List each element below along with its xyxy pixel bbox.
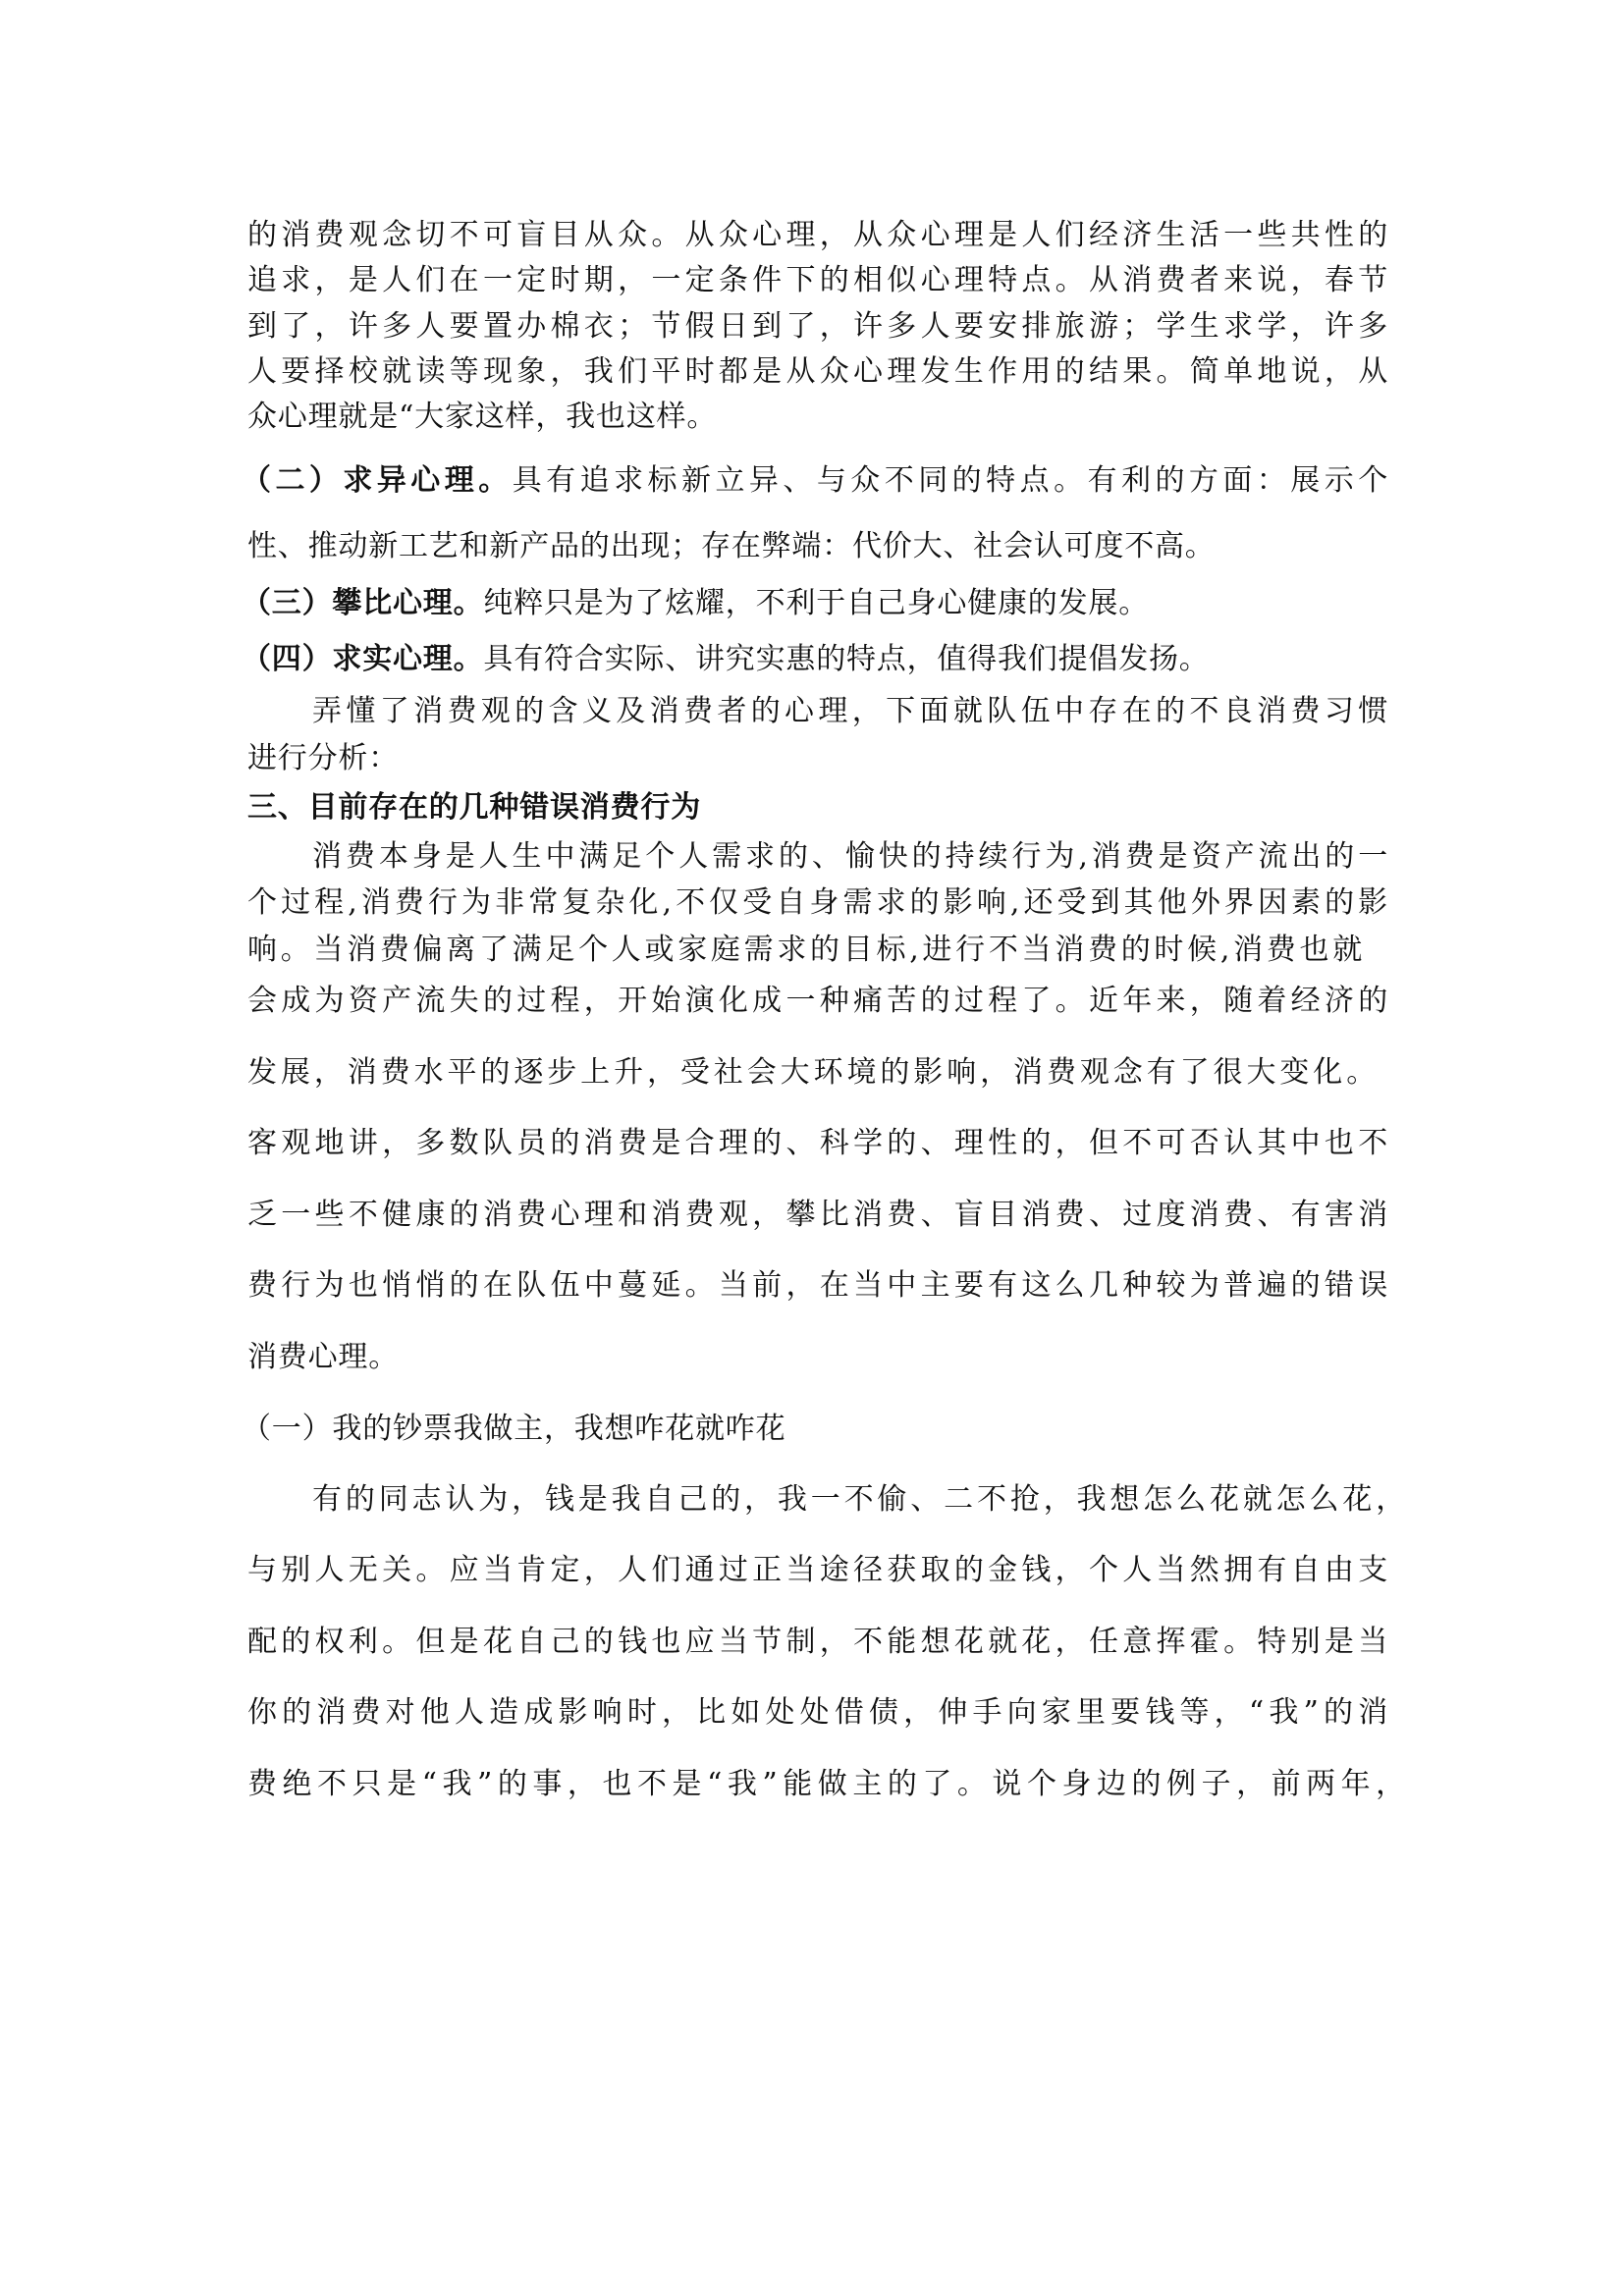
item-title: 攀比心理。 xyxy=(332,586,484,620)
text-line: 与别人无关。应当肯定，人们通过正当途径获取的金钱，个人当然拥有自由支 xyxy=(247,1553,1388,1587)
item-title: 求实心理。 xyxy=(332,642,484,676)
text-line xyxy=(242,586,1382,621)
text-line xyxy=(242,642,1382,677)
item-prefix: （四） xyxy=(242,642,333,676)
text-line: 配的权利。但是花自己的钱也应当节制，不能想花就花，任意挥霍。特别是当 xyxy=(247,1625,1388,1659)
text-line: 费行为也悄悄的在队伍中蔓延。当前，在当中主要有这么几种较为普遍的错误 xyxy=(247,1268,1388,1303)
item-text: 纯粹只是为了炫耀，不利于自己身心健康的发展。 xyxy=(483,586,1150,620)
text-line: 响。当消费偏离了满足个人或家庭需求的目标,进行不当消费的时候,消费也就 xyxy=(247,933,1363,967)
text-line xyxy=(242,463,1388,499)
text-line: 消费本身是人生中满足个人需求的、愉快的持续行为,消费是资产流出的一 xyxy=(312,839,1388,874)
text-line: 追求，是人们在一定时期，一定条件下的相似心理特点。从消费者来说，春节 xyxy=(247,263,1388,297)
text-line: 到了，许多人要置办棉衣；节假日到了，许多人要安排旅游；学生求学，许多 xyxy=(247,309,1388,344)
text-line: 乏一些不健康的消费心理和消费观，攀比消费、盲目消费、过度消费、有害消 xyxy=(247,1198,1388,1232)
item-title: 求异心理。 xyxy=(343,463,513,498)
text-line: 众心理就是“大家这样，我也这样。 xyxy=(247,400,718,434)
text-line: 个过程,消费行为非常复杂化,不仅受自身需求的影响,还受到其他外界因素的影 xyxy=(247,885,1388,920)
item-text: 具有追求标新立异、与众不同的特点。有利的方面：展示个 xyxy=(512,463,1389,498)
text-line: 性、推动新工艺和新产品的出现；存在弊端：代价大、社会认可度不高。 xyxy=(247,529,1216,563)
text-line: 会成为资产流失的过程，开始演化成一种痛苦的过程了。近年来，随着经济的 xyxy=(247,984,1388,1018)
item-prefix: （二） xyxy=(242,463,344,498)
section-heading: 三、目前存在的几种错误消费行为 xyxy=(247,790,701,825)
text-line: 你的消费对他人造成影响时，比如处处借债，伸手向家里要钱等，“我”的消 xyxy=(247,1695,1388,1730)
text-line: 客观地讲，多数队员的消费是合理的、科学的、理性的，但不可否认其中也不 xyxy=(247,1126,1388,1160)
item-text: 具有符合实际、讲究实惠的特点，值得我们提倡发扬。 xyxy=(483,642,1210,676)
text-line: 有的同志认为，钱是我自己的，我一不偷、二不抢，我想怎么花就怎么花， xyxy=(312,1482,1406,1517)
text-line: 弄懂了消费观的含义及消费者的心理，下面就队伍中存在的不良消费习惯 xyxy=(312,694,1388,728)
item-prefix: （三） xyxy=(242,586,333,620)
text-line: 进行分析： xyxy=(247,741,399,775)
text-line: 费绝不只是“我”的事，也不是“我”能做主的了。说个身边的例子，前两年， xyxy=(247,1767,1406,1801)
text-line: 消费心理。 xyxy=(247,1340,399,1374)
text-line: 发展，消费水平的逐步上升，受社会大环境的影响，消费观念有了很大变化。 xyxy=(247,1055,1377,1090)
subheading: （一）我的钞票我做主，我想咋花就咋花 xyxy=(242,1412,786,1446)
text-line: 人要择校就读等现象，我们平时都是从众心理发生作用的结果。简单地说，从 xyxy=(247,354,1388,389)
text-line: 的消费观念切不可盲目从众。从众心理，从众心理是人们经济生活一些共性的 xyxy=(247,218,1388,252)
